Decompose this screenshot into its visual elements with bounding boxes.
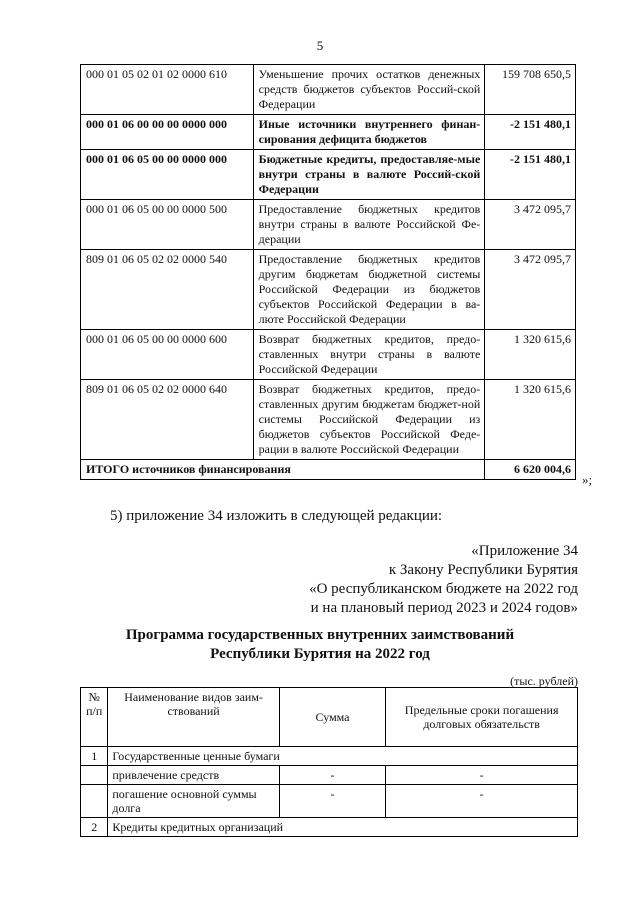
row-number	[81, 785, 108, 818]
program-title	[30, 626, 610, 664]
sources-table	[80, 64, 576, 480]
borrowing-type: погашение основной суммы долга	[108, 785, 279, 818]
units-label: (тыс. рублей)	[510, 674, 578, 688]
row-number: 2	[81, 818, 108, 837]
header-terms: Предельные сроки погашения долговых обязательств	[386, 688, 578, 747]
budget-code-cell: 000 01 06 05 00 00 0000 000	[81, 150, 254, 200]
appendix-line-4: и на плановый период 2023 и 2024 годов»	[310, 600, 578, 616]
amount-cell: -2 151 480,1	[485, 150, 576, 200]
row-number	[81, 766, 108, 785]
sum-value: -	[279, 766, 386, 785]
description-cell: Предоставление бюджетных кредитов внутри страны в валюте Российской Фе-дерации	[253, 200, 485, 250]
description-cell: Бюджетные кредиты, предоставляе-мые внутри страны в валюте Россий-ской Федерации	[253, 150, 485, 200]
table-row	[81, 330, 576, 380]
description-cell: Возврат бюджетных кредитов, предо-ставленных другим бюджетам бюджет-ной системы Российской Федерации из бюджетов субъектов Российской Феде-рации в валюте Российской Федерации	[253, 380, 485, 460]
program-title-line-1: Программа государственных внутренних заимствований	[125, 627, 515, 643]
header-name: Наименование видов заим-ствований	[108, 688, 279, 747]
program-title-line-2: Республики Бурятия на 2022 год	[210, 646, 430, 662]
terms-value: -	[386, 766, 578, 785]
section-name: Кредиты кредитных организаций	[108, 818, 578, 837]
total-amount: 6 620 004,6	[485, 460, 576, 480]
closing-quote: »;	[582, 472, 593, 487]
row-number: 1	[81, 747, 108, 766]
description-cell: Возврат бюджетных кредитов, предо-ставленных внутри страны в валюте Российской Федерации	[253, 330, 485, 380]
description-cell: Иные источники внутреннего финан-сирования дефицита бюджетов	[253, 115, 485, 150]
header-num: № п/п	[81, 688, 108, 747]
sum-value: -	[279, 785, 386, 818]
appendix-line-3: «О республиканском бюджете на 2022 год	[309, 581, 578, 597]
table-row	[81, 65, 576, 115]
table-row	[81, 818, 578, 837]
borrowing-table	[80, 687, 578, 837]
budget-code-cell: 000 01 06 05 00 00 0000 500	[81, 200, 254, 250]
table-row	[81, 380, 576, 460]
budget-code-cell: 809 01 06 05 02 02 0000 640	[81, 380, 254, 460]
borrowing-header-row	[81, 688, 578, 747]
section-name: Государственные ценные бумаги	[108, 747, 578, 766]
terms-value: -	[386, 785, 578, 818]
table-row	[81, 766, 578, 785]
amount-cell: -2 151 480,1	[485, 115, 576, 150]
description-cell: Предоставление бюджетных кредитов другим бюджетам бюджетной системы Российской Федерации из бюджетов субъектов Российской Федерации в ва-люте Российской Федерации	[253, 250, 485, 330]
description-cell: Уменьшение прочих остатков денежных средств бюджетов субъектов Россий-ской Федерации	[253, 65, 485, 115]
amount-cell: 159 708 650,5	[485, 65, 576, 115]
budget-code-cell: 000 01 06 05 00 00 0000 600	[81, 330, 254, 380]
amount-cell: 3 472 095,7	[485, 250, 576, 330]
table-row	[81, 250, 576, 330]
amount-cell: 1 320 615,6	[485, 380, 576, 460]
budget-code-cell: 000 01 06 00 00 00 0000 000	[81, 115, 254, 150]
table-row	[81, 747, 578, 766]
budget-code-cell: 000 01 05 02 01 02 0000 610	[81, 65, 254, 115]
appendix-line-1: «Приложение 34	[471, 543, 578, 559]
borrowing-type: привлечение средств	[108, 766, 279, 785]
appendix-header	[309, 542, 578, 618]
table-row	[81, 200, 576, 250]
item-5-text: 5) приложение 34 изложить в следующей редакции:	[110, 508, 443, 524]
appendix-line-2: к Закону Республики Бурятия	[388, 562, 578, 578]
header-sum: Сумма	[279, 688, 386, 747]
amount-cell: 1 320 615,6	[485, 330, 576, 380]
page-number: 5	[316, 38, 324, 53]
total-row	[81, 460, 576, 480]
table-row	[81, 115, 576, 150]
total-label: ИТОГО источников финансирования	[81, 460, 485, 480]
budget-code-cell: 809 01 06 05 02 02 0000 540	[81, 250, 254, 330]
table-row	[81, 150, 576, 200]
table-row	[81, 785, 578, 818]
amount-cell: 3 472 095,7	[485, 200, 576, 250]
